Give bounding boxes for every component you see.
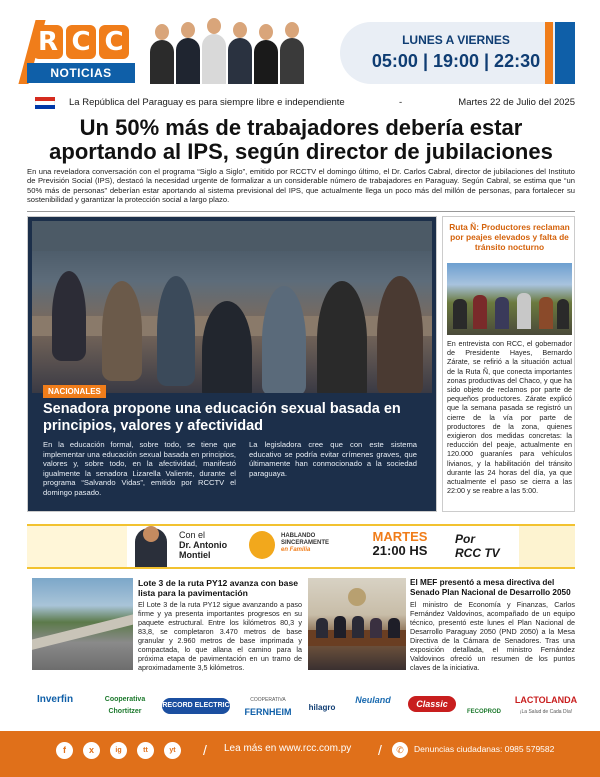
side-story-text: En entrevista con RCC, el gobernador de Presidente Hayes, Bernardo Zárate, se refirió a la situación actual de la Ruta Ñ, que conecta importantes zonas productivas del Chaco, y que ha sido objeto de reclamos por parte de pequeños productores. Zárate explicó que la semana pasada se registró un cierre de la vía por parte de productores de la zona, quienes exigieron dos medidas concretas: la reducción del peaje, actualmente en 120.000 guaraníes para vehículos livianos, y la habilitación del tránsito durante las 24 horas del día, ya que actualmente el paso se cierra a las 22:00 y se reabre a las 5:00. — [447, 339, 572, 496]
sponsor-logo[interactable] — [464, 706, 504, 718]
photo-person — [453, 299, 467, 329]
accent-bar-blue — [555, 22, 575, 84]
photo-person — [557, 299, 569, 329]
side-story[interactable] — [442, 216, 575, 512]
road-aerial-photo — [32, 578, 133, 670]
divider — [27, 211, 575, 212]
logo-subtitle: NOTICIAS — [27, 63, 135, 83]
photo-person — [352, 616, 364, 638]
banner-con-label: Con el — [179, 530, 206, 540]
story-title[interactable]: Lote 3 de la ruta PY12 avanza con base lista para la pavimentación — [138, 578, 299, 598]
photo-person — [316, 618, 328, 638]
program-channel-name: RCC TV — [455, 546, 500, 560]
banner-host-name: Dr. Antonio Montiel — [179, 540, 228, 560]
sponsor-name: FERNHEIM — [244, 707, 292, 717]
sponsor-logo[interactable] — [408, 696, 456, 712]
whatsapp-icon[interactable]: ✆ — [392, 742, 408, 758]
sponsor-name: Classic — [416, 699, 448, 709]
photo-detail — [32, 221, 432, 251]
website-link[interactable]: Lea más en www.rcc.com.py — [224, 743, 352, 754]
program-channel — [455, 532, 500, 560]
photo-person — [202, 301, 252, 393]
footer-separator: / — [378, 742, 382, 758]
banner-host — [179, 530, 243, 560]
sponsor-name: FECOPROD — [466, 709, 501, 715]
sponsor-logo[interactable] — [96, 694, 154, 718]
sponsor-logo[interactable] — [350, 694, 396, 706]
sponsor-name: Cooperativa Chortitzer — [104, 696, 146, 715]
side-story-title[interactable]: Ruta Ñ: Productores reclaman por peajes elevados y falta de tránsito nocturno — [449, 222, 570, 252]
anchor-figure — [280, 38, 304, 84]
program-schedule — [359, 530, 441, 558]
photo-person — [52, 271, 86, 361]
footer-separator: / — [203, 742, 207, 758]
sponsor-logo[interactable] — [24, 694, 86, 706]
facebook-icon[interactable]: f — [56, 742, 73, 759]
banner-decoration — [27, 526, 127, 567]
social-icons — [56, 742, 181, 759]
program-name-line: SINCERAMENTE — [281, 540, 330, 546]
schedule-box — [340, 22, 572, 84]
story-title[interactable]: El MEF presentó a mesa directiva del Senado Plan Nacional de Desarrollo 2050 — [410, 578, 571, 597]
photo-person — [317, 281, 367, 393]
program-name-line: HABLANDO — [281, 533, 316, 539]
sponsor-name: Inverfin — [36, 694, 74, 705]
logo-letter: C — [99, 25, 129, 59]
main-headline[interactable]: Un 50% más de trabajadores debería estar aportando al IPS, según director de jubilaciones — [49, 115, 553, 164]
host-photo — [135, 528, 167, 567]
logo-letters — [33, 25, 129, 59]
program-time: 21:00 HS — [372, 543, 428, 558]
footer — [0, 731, 600, 777]
sponsor-sub: ¡La Salud de Cada Día! — [519, 709, 573, 715]
program-name-line: en Familia — [281, 547, 311, 553]
sponsor-logo[interactable] — [514, 694, 578, 718]
anchor-figure — [202, 34, 226, 84]
photo-person — [539, 297, 553, 329]
photo-person — [262, 286, 306, 393]
anchor-figure — [150, 40, 174, 84]
anchor-figure — [228, 38, 252, 84]
photo-road — [32, 610, 133, 651]
sponsors-row — [24, 688, 578, 726]
program-logo-icon — [249, 531, 275, 559]
photo-person — [102, 281, 142, 381]
banner-decoration — [519, 526, 575, 567]
photo-person — [157, 276, 195, 386]
youtube-icon[interactable]: yt — [164, 742, 181, 759]
feature-text-col2: La legisladora cree que con este sistema educativo se podría evitar crímenes graves, que últimamente han conmocionado a la sociedad paraguaya. — [249, 440, 417, 478]
sponsor-name: Neuland — [355, 695, 391, 705]
program-name — [281, 533, 329, 554]
main-lead: En una reveladora conversación con el programa “Siglo a Siglo”, emitido por RCCTV el domingo último, el Dr. Carlos Cabral, director de jubilaciones del Instituto de Previsión Social (IPS), destacó la necesidad urgente de formalizar a un considerable número de trabajadores en Paraguay. Según Cabral, se estima que “un 50% más de personas” deberían estar aportando al sistema previsional del IPS, que actualmente llega un poco más del millón de personas, para fortalecer su sostenibilidad y garantizar la protección social a largo plazo. — [27, 167, 575, 205]
photo-person — [495, 297, 509, 329]
dateline — [27, 95, 575, 111]
complaints-line[interactable]: Denuncias ciudadanas: 0985 579582 — [414, 744, 555, 754]
schedule-days: LUNES A VIERNES — [402, 33, 510, 47]
sponsor-logo[interactable] — [240, 694, 296, 718]
news-anchors-photo — [150, 22, 310, 84]
photo-person — [473, 295, 487, 329]
instagram-icon[interactable]: ig — [110, 742, 127, 759]
sponsor-name: RECORD ELECTRIC — [162, 702, 230, 709]
sponsor-name: hilagro — [308, 703, 336, 712]
classroom-photo — [32, 221, 432, 393]
schedule-times: 05:00 | 19:00 | 22:30 — [371, 51, 541, 71]
senate-meeting-photo — [308, 578, 406, 670]
logo-letter: R — [33, 25, 63, 59]
issue-date: Martes 22 de Julio del 2025 — [458, 97, 575, 108]
accent-bar-orange — [545, 22, 553, 84]
logo-letter: C — [66, 25, 96, 59]
dateline-separator: - — [399, 97, 403, 108]
photo-person — [377, 276, 423, 393]
national-motto: La República del Paraguay es para siempre libre e independiente — [69, 97, 345, 108]
anchor-figure — [254, 40, 278, 84]
story-text: El Lote 3 de la ruta PY12 sigue avanzando a paso firme y ya presenta importantes progresos en su paquete estructural. Entre los kilómetros 80,3 y 83,8, se completaron 3.470 metros de base granular y 2.960 metros de base imprimada y compactada, lo que allana el camino para la próxima etapa de pavimentación en un tramo de aproximadamente 3,5 kilómetros. — [138, 600, 302, 672]
story-text: El ministro de Economía y Finanzas, Carlos Fernández Valdovinos, acompañado de un equipo técnico, presentó este lunes el Plan Nacional de Desarrollo Paraguay 2050 (PND 2050) a la Mesa Directiva de la Cámara de Senadores. Tras una exposición detallada, el ministro Fernández Valdovinos ofreció un resumen de los puntos claves de la iniciativa. — [410, 600, 575, 672]
program-day: MARTES — [372, 529, 428, 544]
feature-title[interactable]: Senadora propone una educación sexual basada en principios, valores y afectividad — [43, 401, 401, 434]
photo-seal — [348, 588, 366, 606]
tiktok-icon[interactable]: tt — [137, 742, 154, 759]
photo-person — [517, 293, 531, 329]
paraguay-flag-icon — [35, 97, 55, 109]
photo-person — [334, 616, 346, 638]
sponsor-sub: COOPERATIVA — [250, 697, 286, 703]
photo-person — [370, 618, 382, 638]
program-channel-pre: Por — [455, 532, 476, 546]
protest-photo — [447, 263, 572, 335]
anchor-figure — [176, 38, 200, 84]
header — [0, 0, 600, 92]
feature-text-col1: En la educación formal, sobre todo, se tiene que implementar una educación sexual basada en principios, valores y, sobre todo, en la afectividad, manifestó igualmente la senadora Lizarella Valiente, durante el programa “Salvando Vidas”, emitido por RCCTV el domingo pasado. — [43, 440, 236, 497]
tv-program-banner[interactable] — [27, 524, 575, 569]
photo-person — [388, 618, 400, 638]
rcc-logo[interactable] — [27, 25, 135, 83]
section-tag[interactable]: NACIONALES — [43, 385, 106, 398]
sponsor-name: LACTOLANDA — [514, 695, 578, 705]
sponsor-logo[interactable] — [304, 702, 340, 714]
x-icon[interactable]: x — [83, 742, 100, 759]
sponsor-logo[interactable] — [162, 698, 230, 714]
